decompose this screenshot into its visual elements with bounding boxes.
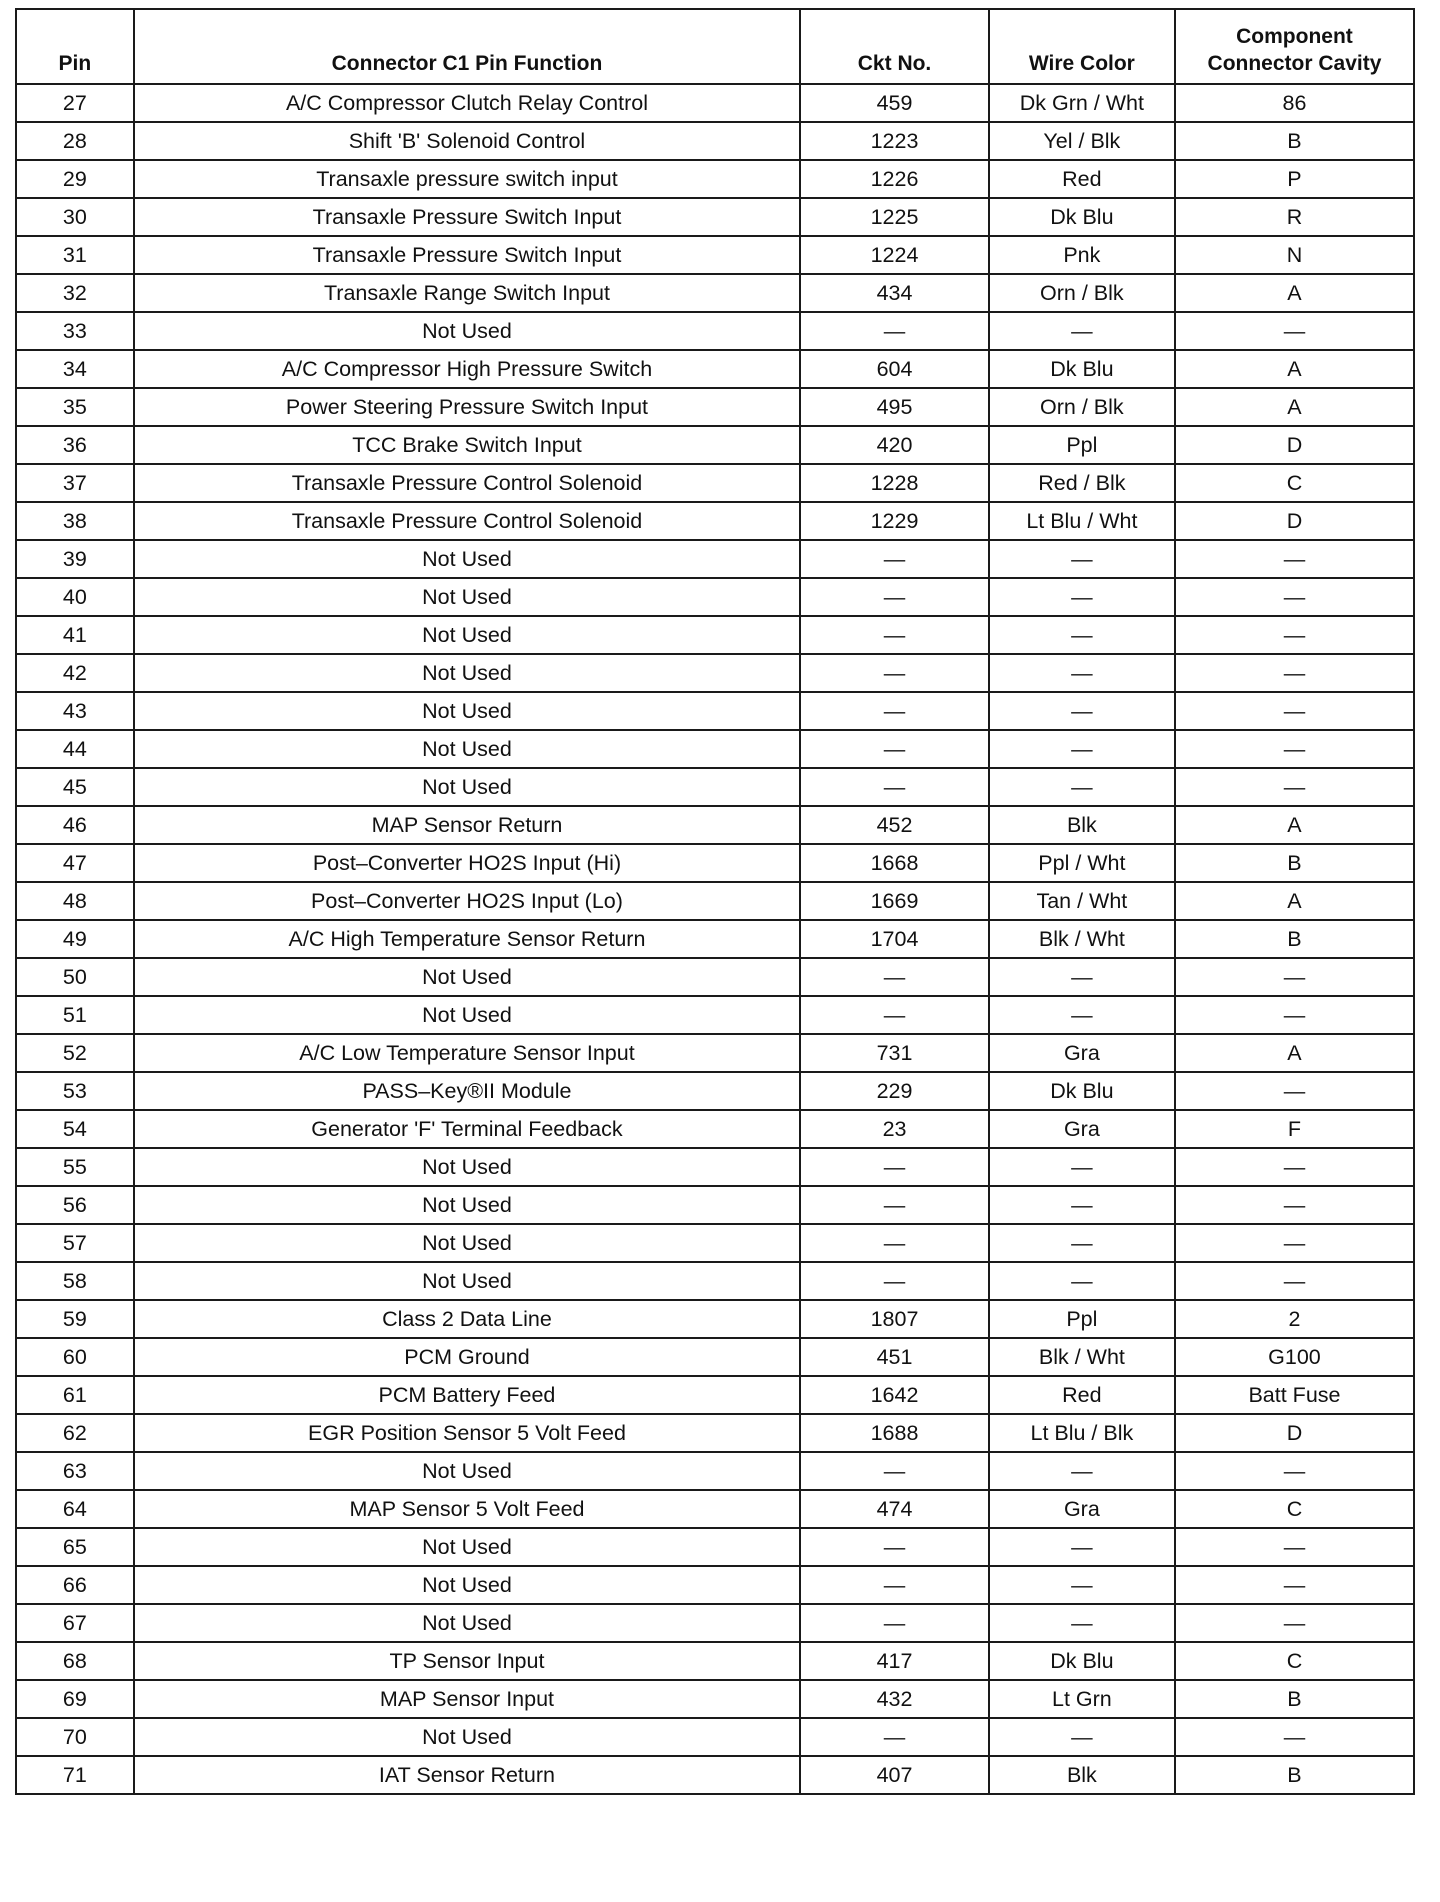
- cavity-cell: B: [1175, 844, 1414, 882]
- cavity-cell: —: [1175, 1566, 1414, 1604]
- header-ckt-no: Ckt No.: [800, 9, 989, 84]
- ckt-no-cell: 1668: [800, 844, 989, 882]
- cavity-cell: 2: [1175, 1300, 1414, 1338]
- cavity-cell: F: [1175, 1110, 1414, 1148]
- table-row: [16, 122, 1414, 160]
- wire-color-cell: Dk Grn / Wht: [989, 84, 1175, 122]
- table-row: [16, 1566, 1414, 1604]
- pin-cell: 71: [16, 1756, 134, 1794]
- wire-color-cell: —: [989, 1262, 1175, 1300]
- pin-cell: 29: [16, 160, 134, 198]
- wire-color-cell: Blk: [989, 1756, 1175, 1794]
- table-row: [16, 502, 1414, 540]
- pin-cell: 40: [16, 578, 134, 616]
- pin-cell: 43: [16, 692, 134, 730]
- wire-color-cell: Yel / Blk: [989, 122, 1175, 160]
- function-cell: A/C Low Temperature Sensor Input: [134, 1034, 801, 1072]
- pin-cell: 37: [16, 464, 134, 502]
- function-cell: Not Used: [134, 692, 801, 730]
- function-cell: Transaxle Range Switch Input: [134, 274, 801, 312]
- function-cell: Not Used: [134, 1604, 801, 1642]
- table-row: [16, 1718, 1414, 1756]
- wire-color-cell: Blk / Wht: [989, 1338, 1175, 1376]
- wire-color-cell: Dk Blu: [989, 350, 1175, 388]
- wire-color-cell: Ppl: [989, 426, 1175, 464]
- pin-cell: 27: [16, 84, 134, 122]
- ckt-no-cell: 432: [800, 1680, 989, 1718]
- function-cell: Not Used: [134, 996, 801, 1034]
- function-cell: Class 2 Data Line: [134, 1300, 801, 1338]
- wire-color-cell: —: [989, 996, 1175, 1034]
- function-cell: MAP Sensor Input: [134, 1680, 801, 1718]
- wire-color-cell: —: [989, 312, 1175, 350]
- table-row: [16, 426, 1414, 464]
- cavity-cell: —: [1175, 1262, 1414, 1300]
- wire-color-cell: —: [989, 1224, 1175, 1262]
- ckt-no-cell: —: [800, 1224, 989, 1262]
- pin-cell: 67: [16, 1604, 134, 1642]
- pin-cell: 65: [16, 1528, 134, 1566]
- pin-cell: 45: [16, 768, 134, 806]
- function-cell: Not Used: [134, 540, 801, 578]
- table-row: [16, 996, 1414, 1034]
- ckt-no-cell: —: [800, 692, 989, 730]
- table-row: [16, 350, 1414, 388]
- table-row: [16, 1490, 1414, 1528]
- ckt-no-cell: 1229: [800, 502, 989, 540]
- pin-cell: 54: [16, 1110, 134, 1148]
- function-cell: Transaxle pressure switch input: [134, 160, 801, 198]
- function-cell: TCC Brake Switch Input: [134, 426, 801, 464]
- function-cell: PASS–Key®II Module: [134, 1072, 801, 1110]
- ckt-no-cell: 474: [800, 1490, 989, 1528]
- function-cell: Not Used: [134, 768, 801, 806]
- function-cell: Transaxle Pressure Control Solenoid: [134, 464, 801, 502]
- cavity-cell: —: [1175, 1528, 1414, 1566]
- cavity-cell: —: [1175, 540, 1414, 578]
- pin-function-table: [15, 8, 1415, 1795]
- wire-color-cell: Red: [989, 1376, 1175, 1414]
- function-cell: Not Used: [134, 1528, 801, 1566]
- table-row: [16, 236, 1414, 274]
- wire-color-cell: —: [989, 1452, 1175, 1490]
- cavity-cell: A: [1175, 1034, 1414, 1072]
- function-cell: MAP Sensor 5 Volt Feed: [134, 1490, 801, 1528]
- table-row: [16, 616, 1414, 654]
- ckt-no-cell: —: [800, 730, 989, 768]
- pin-cell: 48: [16, 882, 134, 920]
- pin-cell: 66: [16, 1566, 134, 1604]
- wire-color-cell: —: [989, 1148, 1175, 1186]
- cavity-cell: Batt Fuse: [1175, 1376, 1414, 1414]
- pin-cell: 32: [16, 274, 134, 312]
- wire-color-cell: —: [989, 654, 1175, 692]
- function-cell: IAT Sensor Return: [134, 1756, 801, 1794]
- function-cell: Not Used: [134, 958, 801, 996]
- cavity-cell: B: [1175, 920, 1414, 958]
- wire-color-cell: Dk Blu: [989, 1642, 1175, 1680]
- table-row: [16, 312, 1414, 350]
- pin-cell: 41: [16, 616, 134, 654]
- function-cell: Transaxle Pressure Control Solenoid: [134, 502, 801, 540]
- wire-color-cell: —: [989, 1528, 1175, 1566]
- pin-cell: 42: [16, 654, 134, 692]
- table-row: [16, 1680, 1414, 1718]
- function-cell: A/C Compressor Clutch Relay Control: [134, 84, 801, 122]
- function-cell: Transaxle Pressure Switch Input: [134, 236, 801, 274]
- table-row: [16, 578, 1414, 616]
- table-row: [16, 768, 1414, 806]
- function-cell: Not Used: [134, 1224, 801, 1262]
- ckt-no-cell: —: [800, 768, 989, 806]
- cavity-cell: B: [1175, 122, 1414, 160]
- pin-cell: 57: [16, 1224, 134, 1262]
- header-pin: Pin: [16, 9, 134, 84]
- wire-color-cell: Blk / Wht: [989, 920, 1175, 958]
- ckt-no-cell: 1226: [800, 160, 989, 198]
- wire-color-cell: Blk: [989, 806, 1175, 844]
- wire-color-cell: —: [989, 540, 1175, 578]
- cavity-cell: —: [1175, 958, 1414, 996]
- ckt-no-cell: —: [800, 1262, 989, 1300]
- wire-color-cell: Dk Blu: [989, 198, 1175, 236]
- function-cell: TP Sensor Input: [134, 1642, 801, 1680]
- table-row: [16, 84, 1414, 122]
- pin-cell: 69: [16, 1680, 134, 1718]
- cavity-cell: —: [1175, 616, 1414, 654]
- cavity-cell: A: [1175, 274, 1414, 312]
- pin-cell: 55: [16, 1148, 134, 1186]
- cavity-cell: D: [1175, 426, 1414, 464]
- header-function: Connector C1 Pin Function: [134, 9, 801, 84]
- table-row: [16, 198, 1414, 236]
- function-cell: Not Used: [134, 616, 801, 654]
- pin-cell: 56: [16, 1186, 134, 1224]
- cavity-cell: C: [1175, 1490, 1414, 1528]
- pin-cell: 30: [16, 198, 134, 236]
- ckt-no-cell: 604: [800, 350, 989, 388]
- wire-color-cell: Lt Blu / Wht: [989, 502, 1175, 540]
- function-cell: Not Used: [134, 1186, 801, 1224]
- cavity-cell: B: [1175, 1680, 1414, 1718]
- wire-color-cell: Gra: [989, 1034, 1175, 1072]
- pin-cell: 34: [16, 350, 134, 388]
- pin-cell: 49: [16, 920, 134, 958]
- ckt-no-cell: 459: [800, 84, 989, 122]
- pin-cell: 44: [16, 730, 134, 768]
- pin-cell: 62: [16, 1414, 134, 1452]
- wire-color-cell: —: [989, 1186, 1175, 1224]
- ckt-no-cell: 1669: [800, 882, 989, 920]
- cavity-cell: 86: [1175, 84, 1414, 122]
- cavity-cell: A: [1175, 806, 1414, 844]
- table-row: [16, 1376, 1414, 1414]
- pin-cell: 70: [16, 1718, 134, 1756]
- function-cell: Power Steering Pressure Switch Input: [134, 388, 801, 426]
- cavity-cell: —: [1175, 692, 1414, 730]
- table-row: [16, 1414, 1414, 1452]
- cavity-cell: P: [1175, 160, 1414, 198]
- cavity-cell: D: [1175, 502, 1414, 540]
- ckt-no-cell: —: [800, 540, 989, 578]
- table-row: [16, 958, 1414, 996]
- ckt-no-cell: 417: [800, 1642, 989, 1680]
- wire-color-cell: Red / Blk: [989, 464, 1175, 502]
- function-cell: Not Used: [134, 1718, 801, 1756]
- wire-color-cell: Lt Grn: [989, 1680, 1175, 1718]
- table-row: [16, 464, 1414, 502]
- table-row: [16, 654, 1414, 692]
- cavity-cell: G100: [1175, 1338, 1414, 1376]
- table-row: [16, 1452, 1414, 1490]
- cavity-cell: —: [1175, 1186, 1414, 1224]
- wire-color-cell: —: [989, 692, 1175, 730]
- ckt-no-cell: 1228: [800, 464, 989, 502]
- table-row: [16, 1072, 1414, 1110]
- table-row: [16, 1604, 1414, 1642]
- wire-color-cell: —: [989, 730, 1175, 768]
- function-cell: Not Used: [134, 578, 801, 616]
- ckt-no-cell: 1642: [800, 1376, 989, 1414]
- table-row: [16, 540, 1414, 578]
- ckt-no-cell: —: [800, 1604, 989, 1642]
- table-row: [16, 1224, 1414, 1262]
- function-cell: EGR Position Sensor 5 Volt Feed: [134, 1414, 801, 1452]
- cavity-cell: —: [1175, 1148, 1414, 1186]
- ckt-no-cell: —: [800, 578, 989, 616]
- header-cavity-line2: Connector Cavity: [1207, 52, 1382, 75]
- table-row: [16, 806, 1414, 844]
- wire-color-cell: Orn / Blk: [989, 274, 1175, 312]
- wire-color-cell: Lt Blu / Blk: [989, 1414, 1175, 1452]
- ckt-no-cell: 731: [800, 1034, 989, 1072]
- ckt-no-cell: 452: [800, 806, 989, 844]
- cavity-cell: —: [1175, 654, 1414, 692]
- wire-color-cell: Red: [989, 160, 1175, 198]
- ckt-no-cell: 495: [800, 388, 989, 426]
- cavity-cell: —: [1175, 1604, 1414, 1642]
- pin-cell: 63: [16, 1452, 134, 1490]
- function-cell: Not Used: [134, 654, 801, 692]
- pin-cell: 47: [16, 844, 134, 882]
- pin-cell: 46: [16, 806, 134, 844]
- ckt-no-cell: —: [800, 958, 989, 996]
- function-cell: Not Used: [134, 312, 801, 350]
- function-cell: Not Used: [134, 1566, 801, 1604]
- function-cell: MAP Sensor Return: [134, 806, 801, 844]
- ckt-no-cell: 1224: [800, 236, 989, 274]
- header-cavity: [1175, 9, 1414, 84]
- cavity-cell: B: [1175, 1756, 1414, 1794]
- cavity-cell: —: [1175, 768, 1414, 806]
- cavity-cell: A: [1175, 388, 1414, 426]
- table-row: [16, 1034, 1414, 1072]
- ckt-no-cell: —: [800, 1718, 989, 1756]
- pin-cell: 68: [16, 1642, 134, 1680]
- ckt-no-cell: 23: [800, 1110, 989, 1148]
- table-row: [16, 920, 1414, 958]
- wire-color-cell: Ppl: [989, 1300, 1175, 1338]
- ckt-no-cell: —: [800, 996, 989, 1034]
- function-cell: Generator 'F' Terminal Feedback: [134, 1110, 801, 1148]
- table-row: [16, 1642, 1414, 1680]
- wire-color-cell: —: [989, 1718, 1175, 1756]
- pin-cell: 51: [16, 996, 134, 1034]
- pin-cell: 36: [16, 426, 134, 464]
- function-cell: Post–Converter HO2S Input (Hi): [134, 844, 801, 882]
- function-cell: PCM Ground: [134, 1338, 801, 1376]
- table-row: [16, 1110, 1414, 1148]
- function-cell: A/C Compressor High Pressure Switch: [134, 350, 801, 388]
- cavity-cell: D: [1175, 1414, 1414, 1452]
- pin-cell: 53: [16, 1072, 134, 1110]
- pin-cell: 61: [16, 1376, 134, 1414]
- table-row: [16, 274, 1414, 312]
- cavity-cell: R: [1175, 198, 1414, 236]
- ckt-no-cell: —: [800, 1452, 989, 1490]
- ckt-no-cell: 1807: [800, 1300, 989, 1338]
- wire-color-cell: Tan / Wht: [989, 882, 1175, 920]
- table-row: [16, 1262, 1414, 1300]
- ckt-no-cell: —: [800, 312, 989, 350]
- wire-color-cell: —: [989, 578, 1175, 616]
- cavity-cell: —: [1175, 1072, 1414, 1110]
- wire-color-cell: —: [989, 1566, 1175, 1604]
- function-cell: Shift 'B' Solenoid Control: [134, 122, 801, 160]
- function-cell: Not Used: [134, 1452, 801, 1490]
- wire-color-cell: —: [989, 958, 1175, 996]
- cavity-cell: C: [1175, 464, 1414, 502]
- wire-color-cell: Orn / Blk: [989, 388, 1175, 426]
- ckt-no-cell: 1704: [800, 920, 989, 958]
- ckt-no-cell: —: [800, 1566, 989, 1604]
- ckt-no-cell: —: [800, 1528, 989, 1566]
- wire-color-cell: Gra: [989, 1490, 1175, 1528]
- pin-cell: 39: [16, 540, 134, 578]
- table-row: [16, 1528, 1414, 1566]
- table-row: [16, 1300, 1414, 1338]
- ckt-no-cell: —: [800, 616, 989, 654]
- cavity-cell: N: [1175, 236, 1414, 274]
- ckt-no-cell: —: [800, 1148, 989, 1186]
- ckt-no-cell: 407: [800, 1756, 989, 1794]
- function-cell: Not Used: [134, 1262, 801, 1300]
- ckt-no-cell: 1688: [800, 1414, 989, 1452]
- pin-cell: 33: [16, 312, 134, 350]
- table-row: [16, 692, 1414, 730]
- ckt-no-cell: —: [800, 1186, 989, 1224]
- function-cell: Not Used: [134, 1148, 801, 1186]
- table-row: [16, 1186, 1414, 1224]
- wire-color-cell: Gra: [989, 1110, 1175, 1148]
- ckt-no-cell: 451: [800, 1338, 989, 1376]
- pin-cell: 38: [16, 502, 134, 540]
- cavity-cell: —: [1175, 1718, 1414, 1756]
- table-row: [16, 1148, 1414, 1186]
- ckt-no-cell: 1225: [800, 198, 989, 236]
- cavity-cell: C: [1175, 1642, 1414, 1680]
- wire-color-cell: —: [989, 768, 1175, 806]
- table-row: [16, 388, 1414, 426]
- table-row: [16, 882, 1414, 920]
- table-row: [16, 1756, 1414, 1794]
- cavity-cell: A: [1175, 350, 1414, 388]
- function-cell: Not Used: [134, 730, 801, 768]
- table-row: [16, 1338, 1414, 1376]
- cavity-cell: —: [1175, 312, 1414, 350]
- header-row: [16, 9, 1414, 84]
- pin-cell: 28: [16, 122, 134, 160]
- pin-cell: 31: [16, 236, 134, 274]
- pin-cell: 59: [16, 1300, 134, 1338]
- function-cell: Transaxle Pressure Switch Input: [134, 198, 801, 236]
- function-cell: A/C High Temperature Sensor Return: [134, 920, 801, 958]
- wire-color-cell: Pnk: [989, 236, 1175, 274]
- table-row: [16, 730, 1414, 768]
- pin-cell: 50: [16, 958, 134, 996]
- pin-cell: 64: [16, 1490, 134, 1528]
- function-cell: Post–Converter HO2S Input (Lo): [134, 882, 801, 920]
- pin-cell: 58: [16, 1262, 134, 1300]
- pin-cell: 35: [16, 388, 134, 426]
- table-row: [16, 844, 1414, 882]
- wire-color-cell: —: [989, 616, 1175, 654]
- wire-color-cell: —: [989, 1604, 1175, 1642]
- cavity-cell: —: [1175, 578, 1414, 616]
- ckt-no-cell: 229: [800, 1072, 989, 1110]
- cavity-cell: A: [1175, 882, 1414, 920]
- ckt-no-cell: 434: [800, 274, 989, 312]
- pin-cell: 60: [16, 1338, 134, 1376]
- header-wire-color: Wire Color: [989, 9, 1175, 84]
- function-cell: PCM Battery Feed: [134, 1376, 801, 1414]
- cavity-cell: —: [1175, 996, 1414, 1034]
- wire-color-cell: Dk Blu: [989, 1072, 1175, 1110]
- wire-color-cell: Ppl / Wht: [989, 844, 1175, 882]
- ckt-no-cell: —: [800, 654, 989, 692]
- cavity-cell: —: [1175, 730, 1414, 768]
- ckt-no-cell: 420: [800, 426, 989, 464]
- cavity-cell: —: [1175, 1452, 1414, 1490]
- cavity-cell: —: [1175, 1224, 1414, 1262]
- pin-cell: 52: [16, 1034, 134, 1072]
- header-cavity-line1: Component: [1236, 25, 1353, 48]
- table-row: [16, 160, 1414, 198]
- ckt-no-cell: 1223: [800, 122, 989, 160]
